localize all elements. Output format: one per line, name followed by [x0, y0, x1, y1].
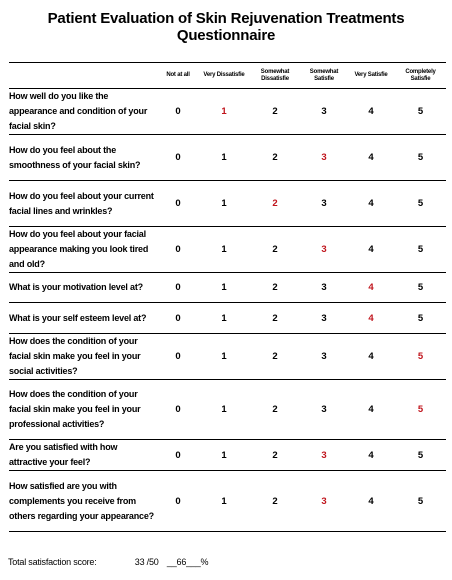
rating-option-selected[interactable]: 3 — [321, 244, 327, 255]
question-row — [9, 380, 446, 440]
rating-option[interactable]: 0 — [175, 404, 181, 415]
column-header: Somewhat Dissatisfie — [260, 68, 290, 82]
rating-option[interactable]: 5 — [417, 152, 424, 163]
header-row — [9, 63, 446, 89]
rating-option[interactable]: 1 — [221, 449, 227, 461]
question-row — [9, 135, 446, 181]
rating-option-selected[interactable]: 5 — [417, 351, 424, 362]
question-text: How does the condition of your facial skin make you feel in your professional activities? — [9, 389, 141, 429]
question-row — [9, 89, 446, 135]
rating-option-selected[interactable]: 1 — [221, 106, 227, 117]
rating-option-selected[interactable]: 3 — [321, 152, 327, 163]
rating-option[interactable]: 0 — [175, 152, 181, 163]
rating-option[interactable]: 5 — [417, 312, 424, 324]
rating-option[interactable]: 2 — [272, 312, 278, 324]
rating-option[interactable]: 2 — [272, 106, 278, 117]
rating-option[interactable]: 0 — [175, 244, 181, 255]
rating-option[interactable]: 0 — [175, 312, 181, 324]
rating-option[interactable]: 5 — [417, 495, 424, 507]
rating-option[interactable]: 4 — [368, 404, 374, 415]
question-text: What is your self esteem level at? — [9, 312, 147, 323]
column-header: Somewhat Satisfie — [309, 68, 339, 82]
rating-option[interactable]: 2 — [272, 404, 278, 415]
column-header: Very Satisfie — [354, 72, 388, 78]
rating-option[interactable]: 1 — [221, 282, 227, 293]
rating-option[interactable]: 4 — [368, 449, 374, 461]
rating-option[interactable]: 1 — [221, 404, 227, 415]
rating-option[interactable]: 2 — [272, 152, 278, 163]
column-header: Completely Satisfie — [405, 68, 436, 82]
rating-option-selected[interactable]: 4 — [368, 282, 374, 293]
question-text: How satisfied are you with complements you receive from others regarding your appearance? — [9, 480, 154, 521]
rating-option[interactable]: 1 — [221, 351, 227, 362]
rating-option[interactable]: 0 — [175, 198, 181, 209]
question-text: How does the condition of your facial skin make you feel in your social activities? — [9, 336, 141, 376]
rating-option[interactable]: 3 — [321, 198, 327, 209]
column-header: Very Dissatisfie — [203, 72, 245, 78]
question-text: How do you feel about the smoothness of your facial skin? — [9, 144, 141, 170]
rating-option[interactable]: 4 — [368, 495, 374, 507]
rating-option[interactable]: 4 — [368, 198, 374, 209]
question-text: How do you feel about your current facial lines and wrinkles? — [9, 190, 154, 216]
rating-option[interactable]: 1 — [221, 198, 227, 209]
rating-option[interactable]: 0 — [175, 351, 181, 362]
rating-option[interactable]: 5 — [417, 106, 424, 117]
question-column-header — [9, 63, 157, 89]
question-row — [9, 273, 446, 303]
rating-option-selected[interactable]: 4 — [368, 312, 374, 324]
rating-option[interactable]: 3 — [321, 106, 327, 117]
question-row — [9, 440, 446, 471]
rating-option[interactable]: 5 — [417, 198, 424, 209]
rating-option[interactable]: 3 — [321, 312, 327, 324]
rating-option[interactable]: 2 — [272, 282, 278, 293]
question-text: Are you satisfied with how attractive your feel? — [9, 442, 118, 467]
question-row — [9, 181, 446, 227]
rating-option[interactable]: 0 — [175, 449, 181, 461]
rating-option[interactable]: 4 — [368, 244, 374, 255]
page-title: Patient Evaluation of Skin Rejuvenation Treatments Questionnaire — [47, 10, 405, 44]
rating-option-selected[interactable]: 2 — [272, 198, 278, 209]
question-row — [9, 227, 446, 273]
rating-option[interactable]: 1 — [221, 244, 227, 255]
column-header: Not at all — [166, 72, 190, 78]
rating-option[interactable]: 5 — [417, 244, 424, 255]
rating-option[interactable]: 3 — [321, 351, 327, 362]
rating-option[interactable]: 2 — [272, 351, 278, 362]
rating-option[interactable]: 2 — [272, 244, 278, 255]
total-score-percent: __66___% — [166, 557, 209, 567]
rating-option[interactable]: 3 — [321, 282, 327, 293]
rating-option[interactable]: 5 — [417, 449, 424, 461]
question-text: What is your motivation level at? — [9, 282, 143, 292]
rating-option[interactable]: 4 — [368, 106, 374, 117]
questionnaire-table — [9, 62, 446, 532]
rating-option[interactable]: 3 — [321, 404, 327, 415]
rating-option[interactable]: 0 — [175, 106, 181, 117]
question-row — [9, 471, 446, 532]
total-score-label: Total satisfaction score: — [8, 557, 97, 567]
total-score-line — [8, 557, 214, 567]
question-row — [9, 334, 446, 380]
question-text: How do you feel about your facial appearance making you look tired and old? — [9, 229, 149, 269]
rating-option[interactable]: 2 — [272, 495, 278, 507]
rating-option[interactable]: 4 — [368, 351, 374, 362]
rating-option-selected[interactable]: 3 — [321, 495, 327, 507]
rating-option-selected[interactable]: 5 — [417, 404, 424, 415]
total-score-value: 33 /50 — [134, 557, 159, 567]
rating-option[interactable]: 1 — [221, 312, 227, 324]
rating-option[interactable]: 4 — [368, 152, 374, 163]
rating-option[interactable]: 2 — [272, 449, 278, 461]
question-rows — [9, 89, 446, 532]
question-row — [9, 303, 446, 334]
question-text: How well do you like the appearance and condition of your facial skin? — [9, 91, 148, 131]
rating-option[interactable]: 5 — [417, 282, 424, 293]
rating-option[interactable]: 0 — [175, 495, 181, 507]
rating-option-selected[interactable]: 3 — [321, 449, 327, 461]
rating-option[interactable]: 1 — [221, 495, 227, 507]
rating-option[interactable]: 0 — [175, 282, 181, 293]
rating-option[interactable]: 1 — [221, 152, 227, 163]
